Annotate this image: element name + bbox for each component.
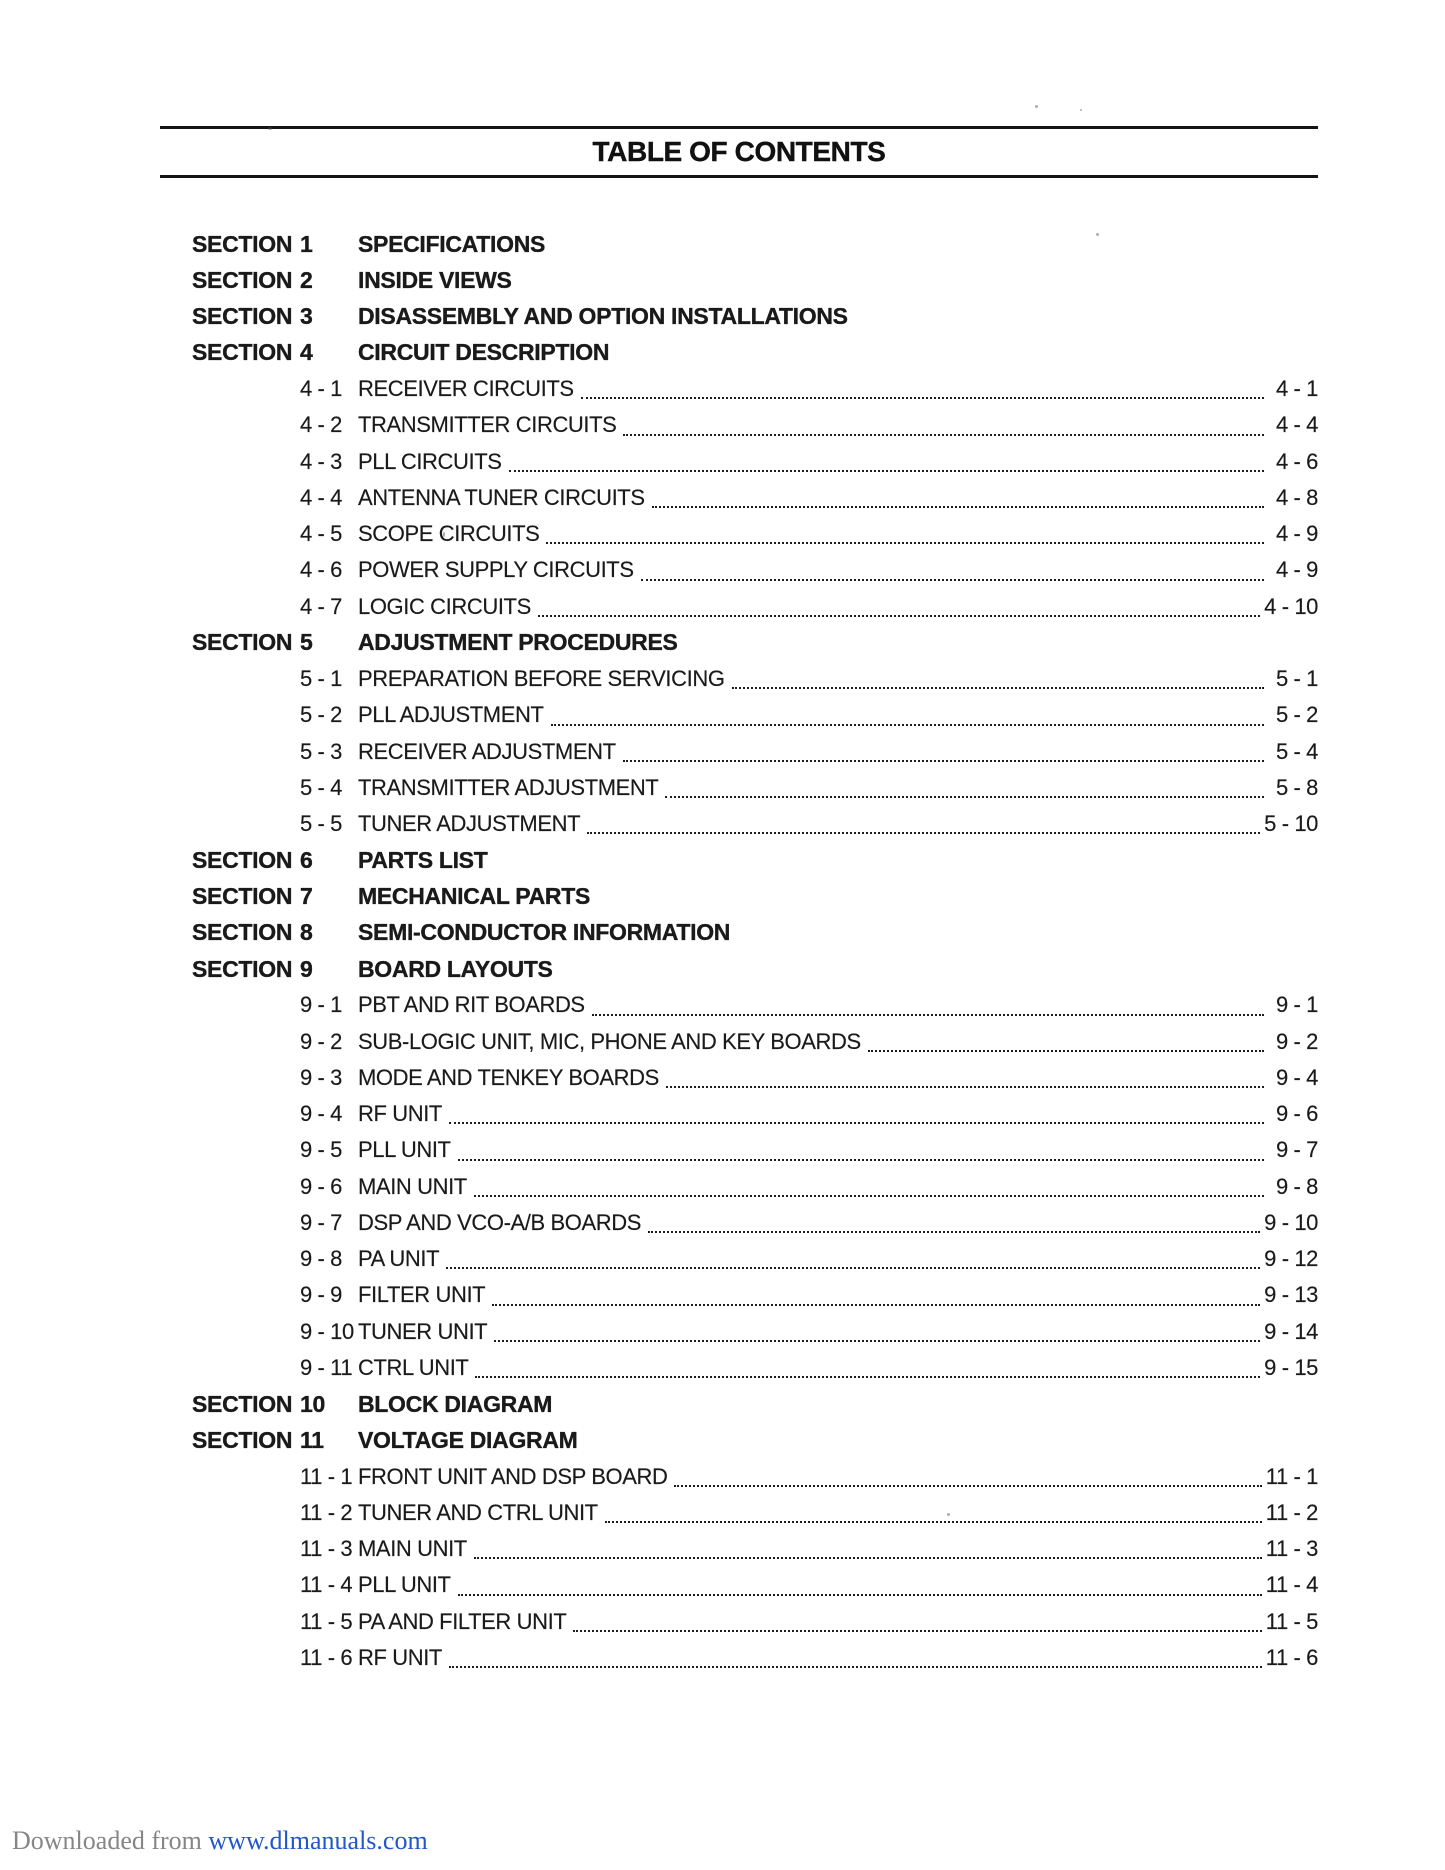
toc-item-row bbox=[192, 697, 1318, 733]
section-number: 3 bbox=[300, 303, 313, 330]
section-row bbox=[192, 915, 1318, 951]
item-page-number: 5 - 4 bbox=[1275, 738, 1318, 764]
section-number: 10 bbox=[300, 1390, 325, 1417]
item-title: PA UNIT bbox=[358, 1246, 440, 1272]
section-title: VOLTAGE DIAGRAM bbox=[358, 1426, 578, 1453]
item-number: 4 - 4 bbox=[300, 484, 343, 510]
item-page-number: 9 - 13 bbox=[1264, 1282, 1318, 1308]
item-title: RF UNIT bbox=[358, 1644, 442, 1670]
section-label: SECTION bbox=[192, 1426, 293, 1453]
section-number: 6 bbox=[300, 846, 313, 873]
scan-speck bbox=[268, 127, 272, 130]
dotted-leader bbox=[592, 1014, 1264, 1016]
dotted-leader bbox=[587, 832, 1260, 834]
item-title: MODE AND TENKEY BOARDS bbox=[358, 1064, 659, 1090]
section-number: 11 bbox=[300, 1426, 324, 1453]
toc-item-row bbox=[192, 589, 1318, 625]
dotted-leader bbox=[648, 1231, 1260, 1233]
item-page-number: 11 - 1 bbox=[1265, 1463, 1318, 1489]
item-title: RECEIVER ADJUSTMENT bbox=[358, 738, 616, 764]
dotted-leader bbox=[623, 760, 1264, 762]
section-label: SECTION bbox=[192, 303, 293, 330]
dotted-leader bbox=[538, 615, 1260, 617]
toc-item-row bbox=[192, 1640, 1318, 1676]
toc-item-row bbox=[192, 770, 1318, 806]
toc-item-row bbox=[192, 1060, 1318, 1096]
item-page-number: 9 - 6 bbox=[1275, 1101, 1318, 1127]
section-title: SEMI-CONDUCTOR INFORMATION bbox=[358, 919, 731, 946]
item-title: DSP AND VCO-A/B BOARDS bbox=[358, 1209, 641, 1235]
item-number: 9 - 10 bbox=[300, 1318, 354, 1344]
toc-item-row bbox=[192, 1567, 1318, 1603]
item-number: 4 - 6 bbox=[300, 557, 343, 583]
section-title: BLOCK DIAGRAM bbox=[358, 1390, 553, 1417]
section-title: MECHANICAL PARTS bbox=[358, 883, 591, 910]
section-row bbox=[192, 951, 1318, 987]
toc-item-row bbox=[192, 806, 1318, 842]
section-number: 7 bbox=[300, 883, 313, 910]
dotted-leader bbox=[573, 1630, 1261, 1632]
toc-item-row bbox=[192, 371, 1318, 407]
item-number: 11 - 1 bbox=[300, 1463, 353, 1489]
item-number: 4 - 2 bbox=[300, 412, 343, 438]
item-page-number: 5 - 10 bbox=[1264, 811, 1318, 837]
item-page-number: 4 - 9 bbox=[1275, 557, 1318, 583]
item-title: TRANSMITTER CIRCUITS bbox=[358, 412, 617, 438]
dotted-leader bbox=[546, 542, 1264, 544]
dotted-leader bbox=[446, 1267, 1260, 1269]
section-label: SECTION bbox=[192, 1390, 293, 1417]
section-number: 9 bbox=[300, 955, 313, 982]
item-title: CTRL UNIT bbox=[358, 1354, 469, 1380]
section-title: CIRCUIT DESCRIPTION bbox=[358, 339, 610, 366]
toc-item-row bbox=[192, 1604, 1318, 1640]
dotted-leader bbox=[458, 1594, 1262, 1596]
dotted-leader bbox=[551, 724, 1264, 726]
dotted-leader bbox=[641, 579, 1264, 581]
section-label: SECTION bbox=[192, 339, 293, 366]
item-title: FILTER UNIT bbox=[358, 1282, 486, 1308]
item-number: 4 - 1 bbox=[300, 376, 343, 402]
item-number: 9 - 3 bbox=[300, 1064, 343, 1090]
item-page-number: 11 - 4 bbox=[1265, 1572, 1318, 1598]
footer-link[interactable]: www.dlmanuals.com bbox=[208, 1826, 428, 1855]
item-page-number: 9 - 8 bbox=[1275, 1173, 1318, 1199]
section-row bbox=[192, 842, 1318, 878]
toc-item-row bbox=[192, 407, 1318, 443]
item-title: POWER SUPPLY CIRCUITS bbox=[358, 557, 634, 583]
item-title: RECEIVER CIRCUITS bbox=[358, 376, 574, 402]
section-row bbox=[192, 879, 1318, 915]
scan-speck bbox=[947, 1513, 950, 1516]
item-page-number: 9 - 7 bbox=[1275, 1137, 1318, 1163]
item-page-number: 11 - 2 bbox=[1265, 1499, 1318, 1525]
item-number: 5 - 2 bbox=[300, 702, 343, 728]
toc-item-row bbox=[192, 1132, 1318, 1168]
item-title: TRANSMITTER ADJUSTMENT bbox=[358, 774, 659, 800]
item-title: PA AND FILTER UNIT bbox=[358, 1608, 567, 1634]
item-number: 11 - 2 bbox=[300, 1499, 353, 1525]
item-title: PLL ADJUSTMENT bbox=[358, 702, 544, 728]
item-page-number: 9 - 1 bbox=[1275, 992, 1318, 1018]
item-page-number: 4 - 4 bbox=[1275, 412, 1318, 438]
footer-text: Downloaded from bbox=[12, 1826, 202, 1855]
toc-item-row bbox=[192, 1277, 1318, 1313]
section-number: 2 bbox=[300, 266, 313, 293]
scan-speck bbox=[1080, 109, 1082, 111]
item-title: PREPARATION BEFORE SERVICING bbox=[358, 666, 725, 692]
footer-watermark bbox=[12, 1826, 428, 1856]
toc-item-row bbox=[192, 1241, 1318, 1277]
item-number: 4 - 7 bbox=[300, 593, 343, 619]
dotted-leader bbox=[652, 506, 1264, 508]
toc-item-row bbox=[192, 734, 1318, 770]
item-page-number: 9 - 15 bbox=[1264, 1354, 1318, 1380]
toc-item-row bbox=[192, 444, 1318, 480]
dotted-leader bbox=[474, 1195, 1264, 1197]
item-number: 11 - 6 bbox=[300, 1644, 353, 1670]
item-title: LOGIC CIRCUITS bbox=[358, 593, 531, 619]
toc-item-row bbox=[192, 1205, 1318, 1241]
item-title: TUNER ADJUSTMENT bbox=[358, 811, 581, 837]
section-label: SECTION bbox=[192, 919, 293, 946]
section-title: SPECIFICATIONS bbox=[358, 230, 546, 257]
section-number: 1 bbox=[300, 230, 313, 257]
item-title: MAIN UNIT bbox=[358, 1173, 467, 1199]
section-number: 4 bbox=[300, 339, 313, 366]
item-page-number: 5 - 2 bbox=[1275, 702, 1318, 728]
toc-item-row bbox=[192, 1096, 1318, 1132]
item-page-number: 5 - 1 bbox=[1275, 666, 1318, 692]
scan-speck bbox=[1096, 233, 1099, 236]
section-title: PARTS LIST bbox=[358, 846, 488, 873]
section-row bbox=[192, 226, 1318, 262]
item-title: PLL CIRCUITS bbox=[358, 448, 502, 474]
scan-speck bbox=[443, 532, 445, 537]
item-page-number: 5 - 8 bbox=[1275, 774, 1318, 800]
item-page-number: 9 - 14 bbox=[1264, 1318, 1318, 1344]
item-page-number: 9 - 4 bbox=[1275, 1064, 1318, 1090]
item-number: 5 - 5 bbox=[300, 811, 343, 837]
dotted-leader bbox=[449, 1666, 1262, 1668]
dotted-leader bbox=[868, 1050, 1264, 1052]
dotted-leader bbox=[458, 1159, 1264, 1161]
item-page-number: 11 - 5 bbox=[1265, 1608, 1318, 1634]
section-label: SECTION bbox=[192, 629, 293, 656]
item-number: 9 - 9 bbox=[300, 1282, 343, 1308]
item-title: TUNER AND CTRL UNIT bbox=[358, 1499, 598, 1525]
toc-item-row bbox=[192, 1024, 1318, 1060]
section-row bbox=[192, 1422, 1318, 1458]
dotted-leader bbox=[666, 1086, 1264, 1088]
item-title: PBT AND RIT BOARDS bbox=[358, 992, 585, 1018]
item-page-number: 11 - 3 bbox=[1265, 1536, 1318, 1562]
scan-speck bbox=[1035, 105, 1038, 108]
dotted-leader bbox=[474, 1557, 1262, 1559]
item-number: 4 - 3 bbox=[300, 448, 343, 474]
section-label: SECTION bbox=[192, 230, 293, 257]
item-number: 5 - 4 bbox=[300, 774, 343, 800]
section-title: DISASSEMBLY AND OPTION INSTALLATIONS bbox=[358, 303, 848, 330]
item-number: 9 - 2 bbox=[300, 1028, 343, 1054]
section-title: ADJUSTMENT PROCEDURES bbox=[358, 629, 678, 656]
item-number: 9 - 5 bbox=[300, 1137, 343, 1163]
item-number: 9 - 1 bbox=[300, 992, 343, 1018]
dotted-leader bbox=[605, 1521, 1262, 1523]
item-title: SUB-LOGIC UNIT, MIC, PHONE AND KEY BOARDS bbox=[358, 1028, 861, 1054]
dotted-leader bbox=[492, 1304, 1260, 1306]
toc-item-row bbox=[192, 661, 1318, 697]
section-row bbox=[192, 299, 1318, 335]
item-page-number: 11 - 6 bbox=[1265, 1644, 1318, 1670]
section-title: BOARD LAYOUTS bbox=[358, 955, 553, 982]
item-number: 5 - 3 bbox=[300, 738, 343, 764]
dotted-leader bbox=[494, 1340, 1260, 1342]
section-label: SECTION bbox=[192, 266, 293, 293]
item-page-number: 4 - 1 bbox=[1275, 376, 1318, 402]
dotted-leader bbox=[674, 1485, 1261, 1487]
item-title: TUNER UNIT bbox=[358, 1318, 488, 1344]
section-row bbox=[192, 262, 1318, 298]
item-number: 9 - 4 bbox=[300, 1101, 343, 1127]
section-row bbox=[192, 625, 1318, 661]
section-label: SECTION bbox=[192, 955, 293, 982]
item-number: 5 - 1 bbox=[300, 666, 343, 692]
item-number: 9 - 7 bbox=[300, 1209, 343, 1235]
item-title: ANTENNA TUNER CIRCUITS bbox=[358, 484, 645, 510]
section-row bbox=[192, 335, 1318, 371]
toc-item-row bbox=[192, 1169, 1318, 1205]
section-number: 8 bbox=[300, 919, 313, 946]
item-number: 11 - 5 bbox=[300, 1608, 353, 1634]
toc-list bbox=[192, 226, 1318, 1676]
item-title: MAIN UNIT bbox=[358, 1536, 467, 1562]
dotted-leader bbox=[475, 1376, 1260, 1378]
item-number: 11 - 3 bbox=[300, 1536, 353, 1562]
item-page-number: 9 - 10 bbox=[1264, 1209, 1318, 1235]
toc-item-row bbox=[192, 1495, 1318, 1531]
item-title: PLL UNIT bbox=[358, 1572, 451, 1598]
toc-header bbox=[160, 126, 1318, 178]
item-page-number: 4 - 9 bbox=[1275, 521, 1318, 547]
dotted-leader bbox=[581, 397, 1264, 399]
item-page-number: 4 - 8 bbox=[1275, 484, 1318, 510]
item-page-number: 9 - 12 bbox=[1264, 1246, 1318, 1272]
item-number: 9 - 11 bbox=[300, 1354, 353, 1380]
dotted-leader bbox=[449, 1122, 1264, 1124]
toc-item-row bbox=[192, 516, 1318, 552]
item-number: 9 - 6 bbox=[300, 1173, 343, 1199]
toc-item-row bbox=[192, 1459, 1318, 1495]
toc-item-row bbox=[192, 1314, 1318, 1350]
page-title: TABLE OF CONTENTS bbox=[592, 136, 886, 167]
toc-item-row bbox=[192, 552, 1318, 588]
section-number: 5 bbox=[300, 629, 313, 656]
toc-item-row bbox=[192, 1350, 1318, 1386]
item-page-number: 9 - 2 bbox=[1275, 1028, 1318, 1054]
dotted-leader bbox=[665, 796, 1264, 798]
item-page-number: 4 - 10 bbox=[1264, 593, 1318, 619]
dotted-leader bbox=[732, 687, 1264, 689]
toc-item-row bbox=[192, 1531, 1318, 1567]
item-title: RF UNIT bbox=[358, 1101, 442, 1127]
item-number: 4 - 5 bbox=[300, 521, 343, 547]
item-title: PLL UNIT bbox=[358, 1137, 451, 1163]
dotted-leader bbox=[623, 434, 1264, 436]
item-page-number: 4 - 6 bbox=[1275, 448, 1318, 474]
item-number: 9 - 8 bbox=[300, 1246, 343, 1272]
item-title: FRONT UNIT AND DSP BOARD bbox=[358, 1463, 668, 1489]
section-row bbox=[192, 1386, 1318, 1422]
toc-item-row bbox=[192, 480, 1318, 516]
dotted-leader bbox=[509, 470, 1264, 472]
item-number: 11 - 4 bbox=[300, 1572, 353, 1598]
section-title: INSIDE VIEWS bbox=[358, 266, 512, 293]
section-label: SECTION bbox=[192, 883, 293, 910]
item-title: SCOPE CIRCUITS bbox=[358, 521, 540, 547]
toc-item-row bbox=[192, 987, 1318, 1023]
section-label: SECTION bbox=[192, 846, 293, 873]
